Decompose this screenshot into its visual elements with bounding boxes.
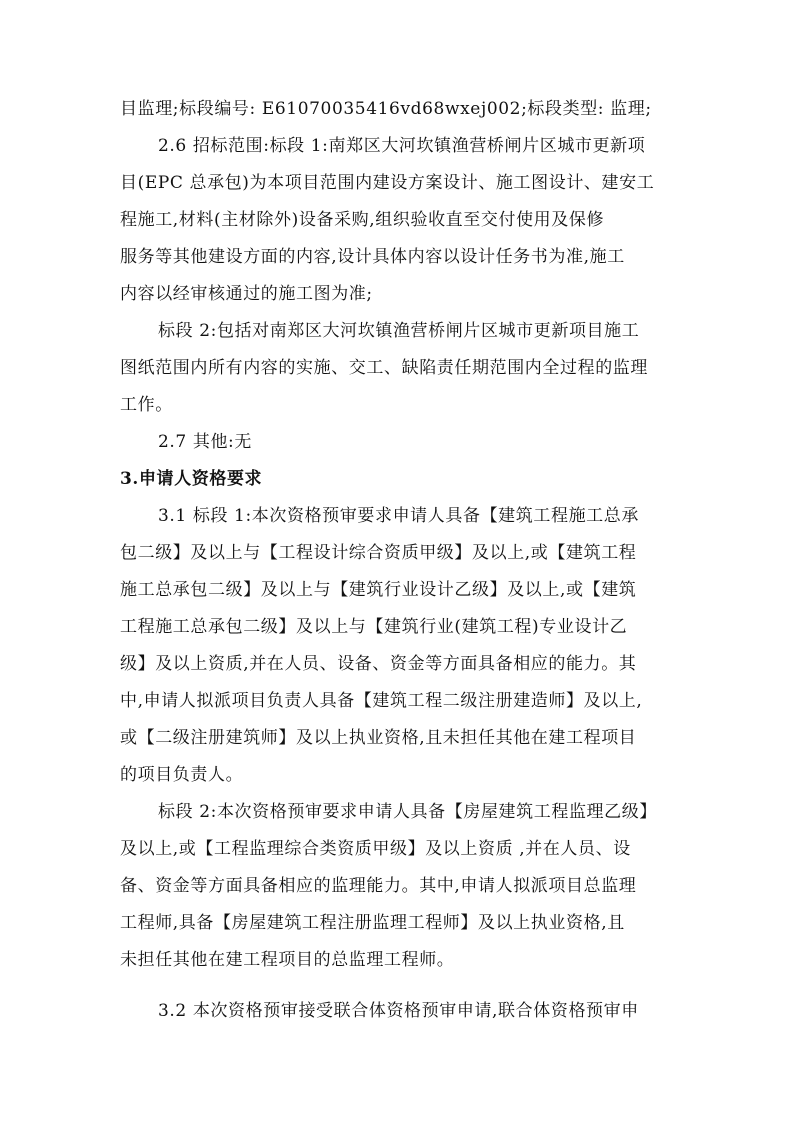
text-line-25: 3.2 本次资格预审接受联合体资格预审申请,联合体资格预审申 — [158, 1001, 639, 1021]
text-line-16: 级】及以上资质,并在人员、设备、资金等方面具备相应的能力。其 — [120, 654, 637, 674]
text-line-17: 中,申请人拟派项目负责人具备【建筑工程二级注册建造师】及以上, — [120, 691, 643, 711]
text-line-10: 2.7 其他:无 — [158, 432, 252, 452]
text-line-3: 目(EPC 总承包)为本项目范围内建设方案设计、施工图设计、建安工 — [120, 173, 655, 193]
text-line-18: 或【二级注册建筑师】及以上执业资格,且未担任其他在建工程项目 — [120, 728, 637, 748]
text-line-5: 服务等其他建设方面的内容,设计具体内容以设计任务书为准,施工 — [120, 247, 625, 267]
text-line-8: 图纸范围内所有内容的实施、交工、缺陷责任期范围内全过程的监理 — [120, 358, 648, 378]
text-line-24: 未担任其他在建工程项目的总监理工程师。 — [120, 950, 455, 970]
text-line-4: 程施工,材料(主材除外)设备采购,组织验收直至交付使用及保修 — [120, 210, 605, 230]
text-line-13: 包二级】及以上与【工程设计综合资质甲级】及以上,或【建筑工程 — [120, 543, 637, 563]
text-line-15: 工程施工总承包二级】及以上与【建筑行业(建筑工程)专业设计乙 — [120, 617, 628, 637]
text-line-21: 及以上,或【工程监理综合类资质甲级】及以上资质 ,并在人员、设 — [120, 839, 631, 859]
text-line-7: 标段 2:包括对南郑区大河坎镇渔营桥闸片区城市更新项目施工 — [158, 321, 640, 341]
text-line-1: 目监理;标段编号: E61070035416vd68wxej002;标段类型: 监理; — [120, 99, 652, 119]
text-line-19: 的项目负责人。 — [120, 765, 244, 785]
text-line-2: 2.6 招标范围:标段 1:南郑区大河坎镇渔营桥闸片区城市更新项 — [158, 136, 646, 156]
text-line-6: 内容以经审核通过的施工图为准; — [120, 284, 373, 304]
text-line-22: 备、资金等方面具备相应的监理能力。其中,申请人拟派项目总监理 — [120, 876, 637, 896]
text-line-20: 标段 2:本次资格预审要求申请人具备【房屋建筑工程监理乙级】 — [158, 802, 657, 822]
text-line-9: 工作。 — [120, 395, 173, 415]
text-line-12: 3.1 标段 1:本次资格预审要求申请人具备【建筑工程施工总承 — [158, 506, 639, 526]
section-heading: 3.申请人资格要求 — [120, 469, 263, 489]
text-line-23: 工程师,具备【房屋建筑工程注册监理工程师】及以上执业资格,且 — [120, 913, 625, 933]
text-line-14: 施工总承包二级】及以上与【建筑行业设计乙级】及以上,或【建筑 — [120, 580, 637, 600]
